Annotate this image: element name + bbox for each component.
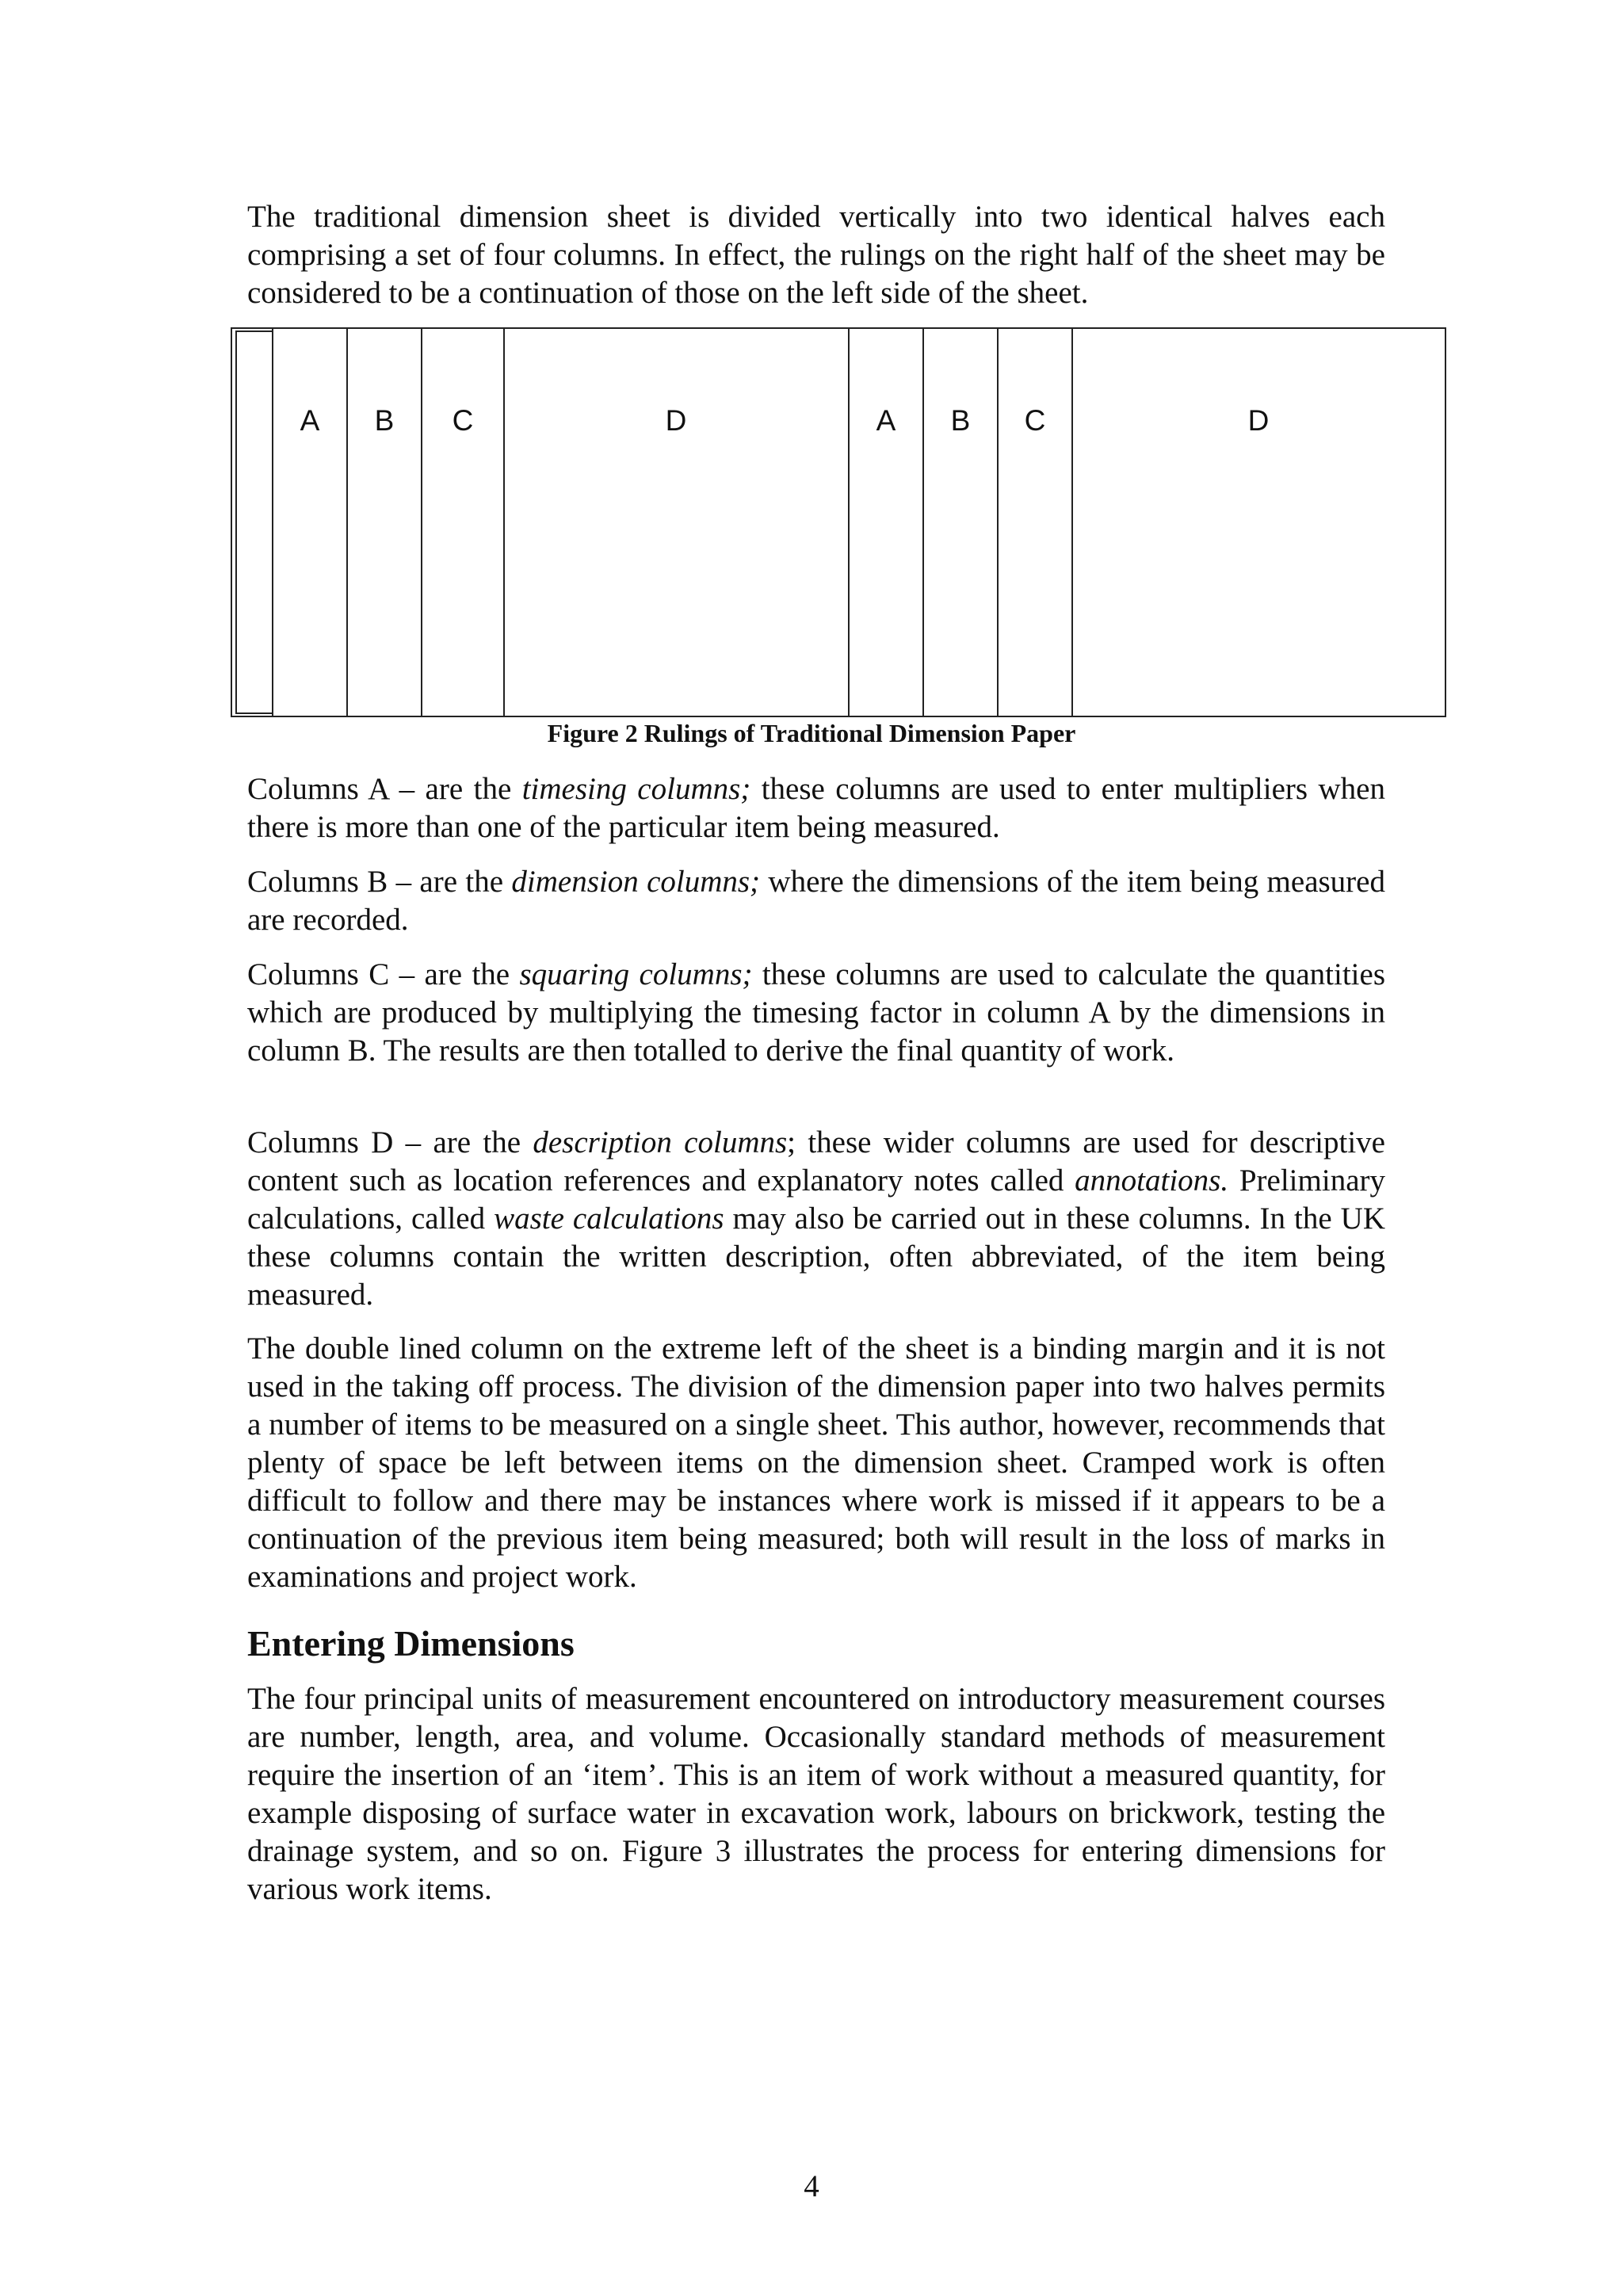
binding-margin-paragraph: The double lined column on the extreme left of the sheet is a binding margin and it is not used in the taking off process. The division of the dimension paper into two halves permits a number of items to be measured on a single sheet. This author, however, recommends that plenty of space be left between items on the dimension sheet. Cramped work is often difficult to follow and there may be instances where work is missed if it appears to be a continuation of the previous item being measured; both will result in the loss of marks in examinations and project work. (247, 1331, 1385, 1594)
entering-dimensions-paragraph: The four principal units of measurement encountered on introductory measurement courses are number, length, area, and volume. Occasionally standard methods of measurement require the insertion of an ‘item’. This is an item of work without a measured quantity, for example disposing of surface water in excavation work, labours on brickwork, testing the drainage system, and so on. Figure 3 illustrates the process for entering dimensions for various work items. (247, 1682, 1385, 1906)
columns-b-paragraph (247, 863, 1385, 939)
dimension-columns-term: dimension columns; (511, 865, 761, 899)
column-label-d-left: D (665, 404, 687, 437)
columns-d-mid2: Preliminary calculations, called (247, 1163, 1385, 1236)
dimension-paper-rulings (228, 325, 1449, 721)
column-label-c-right: C (1024, 404, 1046, 437)
column-label-b-left: B (374, 404, 395, 437)
column-label-d-right: D (1247, 404, 1270, 437)
columns-c-paragraph (247, 956, 1385, 1070)
columns-c-lead: Columns C – are the (247, 957, 520, 991)
columns-d-paragraph (247, 1124, 1385, 1314)
column-label-c-left: C (452, 404, 474, 437)
waste-calculations-term: waste calculations (494, 1201, 724, 1236)
binding-margin (236, 331, 273, 713)
columns-c-rest: these columns are used to calculate the quantities which are produced by multiplying the timesing factor in column A by the dimensions in column B. The results are then totalled to derive the final quantity of work. (247, 957, 1385, 1068)
description-columns-term: description columns (533, 1125, 788, 1159)
dimension-paper-figure (228, 325, 1449, 721)
columns-d-lead: Columns D – are the (247, 1125, 533, 1159)
column-label-a-left: A (300, 404, 320, 437)
sheet-outline (231, 328, 1445, 716)
figure-caption: Figure 2 Rulings of Traditional Dimension Paper (547, 719, 1076, 747)
columns-d-rest: may also be carried out in these columns. In the UK these columns contain the written description, often abbreviated, of the item being measured. (247, 1201, 1385, 1312)
page-number: 4 (804, 2169, 819, 2203)
columns-a-rest: these columns are used to enter multipliers when there is more than one of the particular item being measured. (247, 772, 1385, 844)
columns-a-lead: Columns A – are the (247, 772, 522, 806)
columns-b-rest: where the dimensions of the item being measured are recorded. (247, 865, 1385, 937)
column-label-a-right: A (876, 404, 896, 437)
columns-a-paragraph (247, 770, 1385, 846)
annotations-term: annotations. (1075, 1163, 1229, 1198)
column-label-b-right: B (950, 404, 971, 437)
timesing-columns-term: timesing columns; (521, 772, 751, 806)
squaring-columns-term: squaring columns; (519, 957, 753, 991)
columns-b-lead: Columns B – are the (247, 865, 512, 899)
intro-paragraph: The traditional dimension sheet is divided vertically into two identical halves each comprising a set of four columns. In effect, the rulings on the right half of the sheet may be considered to be a continuation of those on the left side of the sheet. (247, 200, 1385, 310)
columns-d-mid1: ; these wider columns are used for descriptive content such as location references and explanatory notes called (247, 1125, 1385, 1198)
section-heading: Entering Dimensions (247, 1623, 575, 1664)
